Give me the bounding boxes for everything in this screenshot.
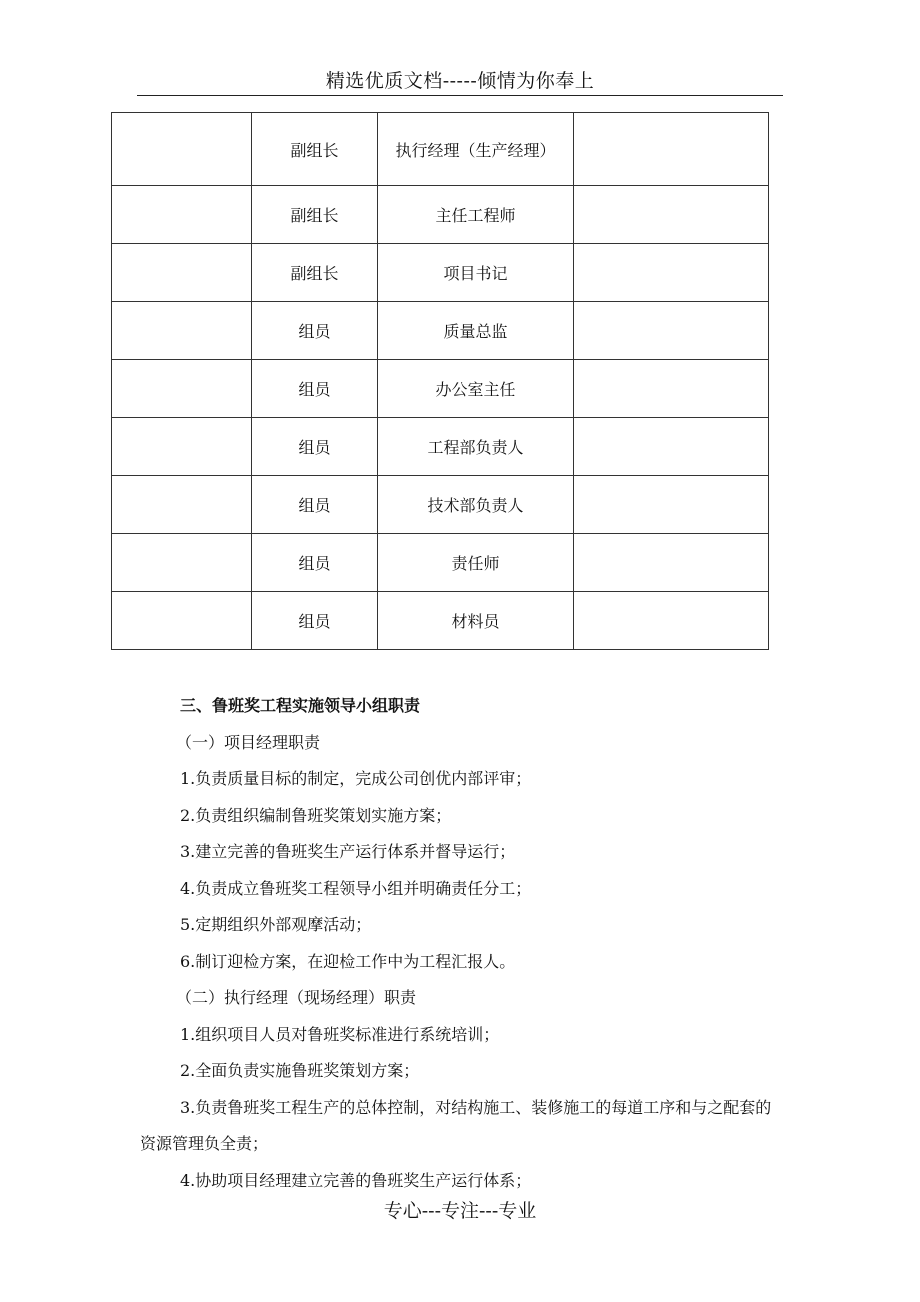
name-cell: [112, 113, 252, 186]
position-cell: 执行经理（生产经理）: [378, 113, 574, 186]
position-cell: 技术部负责人: [378, 476, 574, 534]
name-cell: [112, 360, 252, 418]
name-cell: [112, 418, 252, 476]
table-row: [112, 244, 769, 302]
name-cell: [112, 476, 252, 534]
responsibilities-section: [140, 688, 780, 1199]
leadership-table: [111, 112, 769, 650]
position-cell: 项目书记: [378, 244, 574, 302]
table-row: [112, 418, 769, 476]
list-item: 3.负责鲁班奖工程生产的总体控制，对结构施工、装修施工的每道工序和与之配套的资源管理负全责；: [140, 1097, 772, 1153]
name-cell: [112, 302, 252, 360]
sign-cell: [574, 360, 769, 418]
list-item: 5.定期组织外部观摩活动；: [180, 915, 372, 934]
sign-cell: [574, 302, 769, 360]
name-cell: [112, 244, 252, 302]
sign-cell: [574, 534, 769, 592]
position-cell: 材料员: [378, 592, 574, 650]
table-row: [112, 476, 769, 534]
role-cell: 组员: [252, 302, 378, 360]
list-item: 4.协助项目经理建立完善的鲁班奖生产运行体系；: [180, 1170, 532, 1190]
table-row: [112, 113, 769, 186]
list-item: 4.负责成立鲁班奖工程领导小组并明确责任分工；: [180, 878, 532, 898]
table-row: [112, 302, 769, 360]
sign-cell: [574, 113, 769, 186]
sign-cell: [574, 592, 769, 650]
position-cell: 主任工程师: [378, 186, 574, 244]
role-cell: 副组长: [252, 113, 378, 186]
subsection-heading: （二）执行经理（现场经理）职责: [176, 988, 417, 1007]
sign-cell: [574, 244, 769, 302]
list-item: 1.负责质量目标的制定，完成公司创优内部评审；: [180, 769, 532, 788]
role-cell: 组员: [252, 418, 378, 476]
sign-cell: [574, 186, 769, 244]
role-cell: 副组长: [252, 186, 378, 244]
position-cell: 责任师: [378, 534, 574, 592]
sign-cell: [574, 418, 769, 476]
name-cell: [112, 534, 252, 592]
name-cell: [112, 186, 252, 244]
table-row: [112, 360, 769, 418]
page-header-title: 精选优质文档-----倾情为你奉上: [325, 70, 595, 92]
table-row: [112, 534, 769, 592]
table-row: [112, 592, 769, 650]
table-row: [112, 186, 769, 244]
position-cell: 质量总监: [378, 302, 574, 360]
role-cell: 组员: [252, 360, 378, 418]
header-divider: [137, 95, 783, 96]
list-item: 2.负责组织编制鲁班奖策划实施方案；: [180, 805, 452, 825]
page-footer: 专心---专注---专业: [383, 1200, 537, 1222]
list-item: 2.全面负责实施鲁班奖策划方案；: [180, 1061, 420, 1080]
subsection-heading: （一）项目经理职责: [176, 732, 321, 752]
list-item: 1.组织项目人员对鲁班奖标准进行系统培训；: [180, 1024, 500, 1044]
position-cell: 办公室主任: [378, 360, 574, 418]
role-cell: 副组长: [252, 244, 378, 302]
list-item: 6.制订迎检方案，在迎检工作中为工程汇报人。: [180, 951, 516, 971]
list-item: 3.建立完善的鲁班奖生产运行体系并督导运行；: [180, 842, 516, 861]
sign-cell: [574, 476, 769, 534]
section-heading: 三、鲁班奖工程实施领导小组职责: [180, 696, 421, 715]
role-cell: 组员: [252, 476, 378, 534]
role-cell: 组员: [252, 534, 378, 592]
position-cell: 工程部负责人: [378, 418, 574, 476]
name-cell: [112, 592, 252, 650]
role-cell: 组员: [252, 592, 378, 650]
